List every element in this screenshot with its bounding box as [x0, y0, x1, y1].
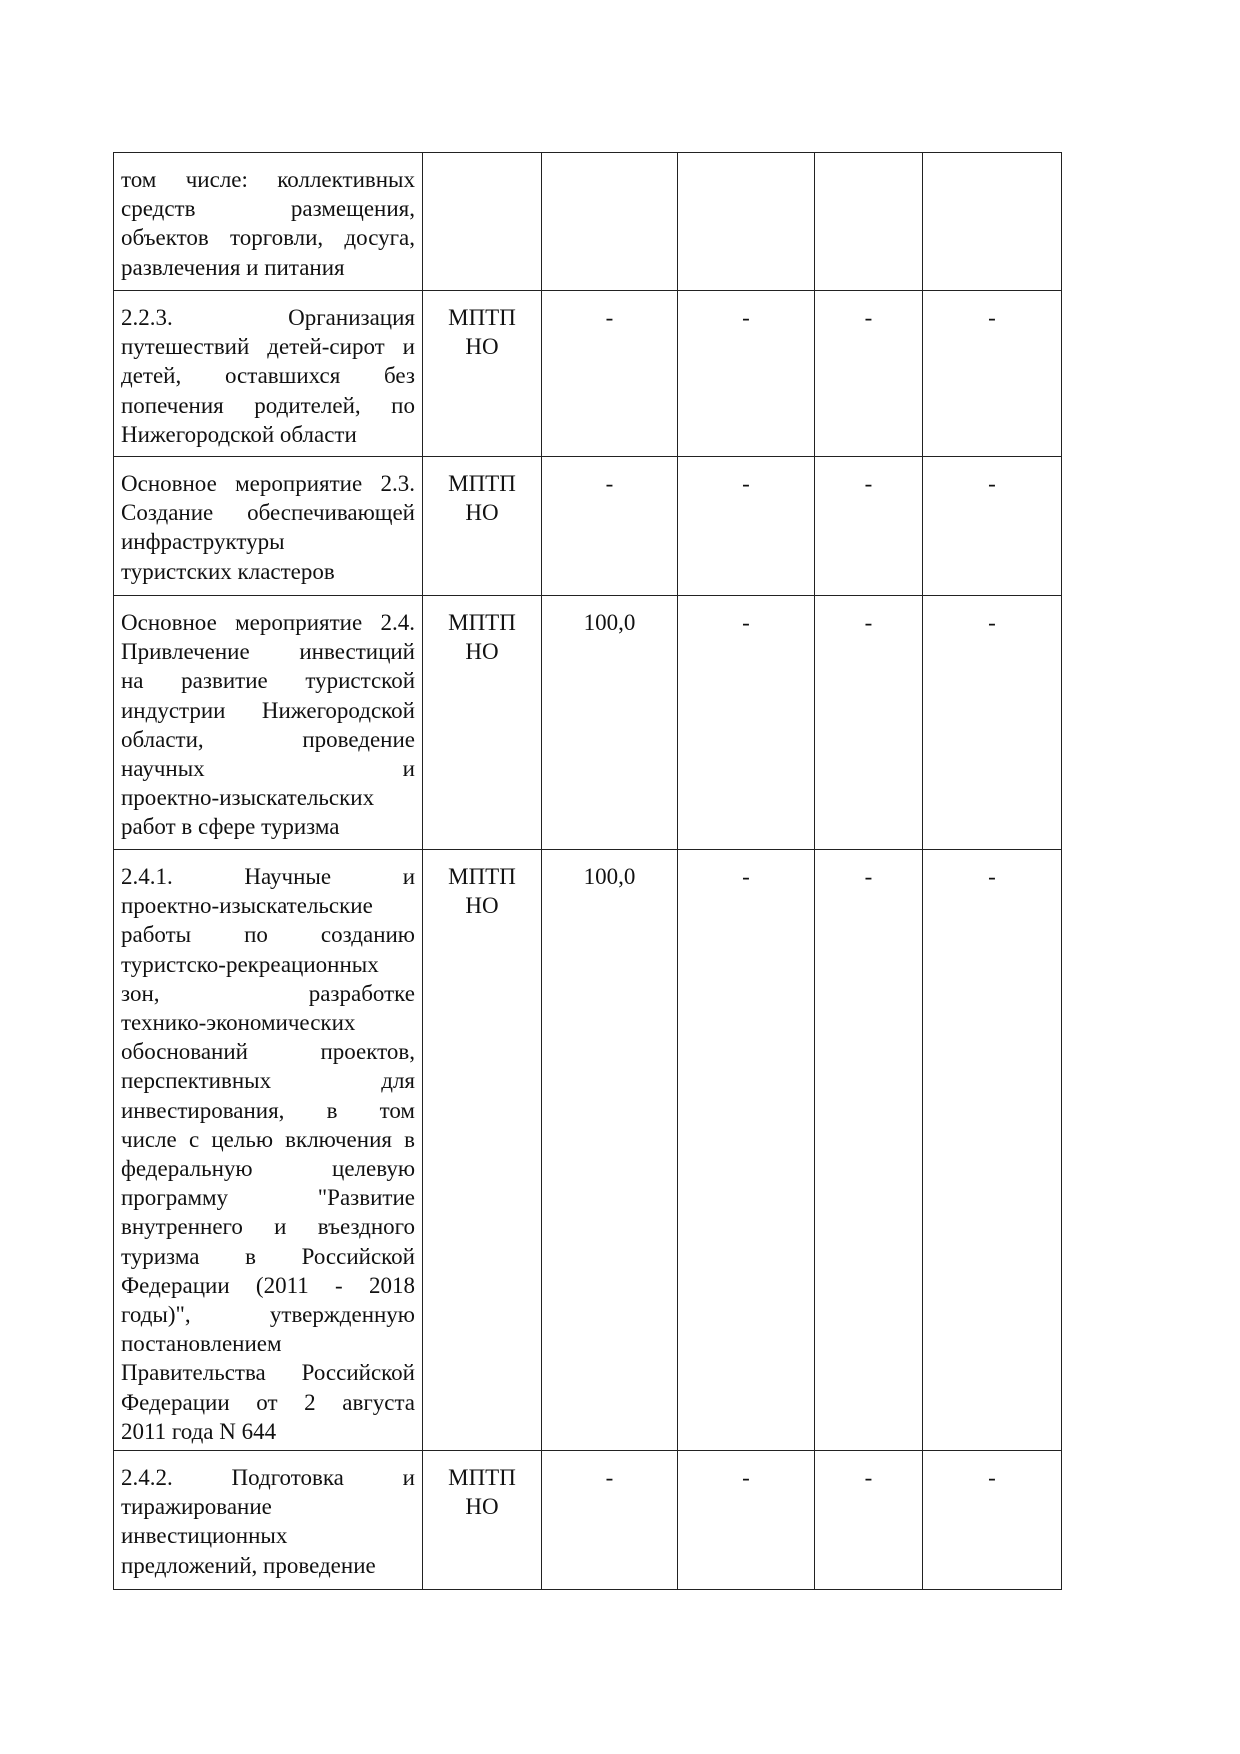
executor-line: НО: [465, 639, 499, 665]
executor-cell: [423, 457, 542, 596]
description-line: проектно-изыскательские: [121, 893, 373, 919]
description-line: обоснований проектов,: [121, 1039, 415, 1065]
activity-description-cell: [114, 153, 423, 291]
executor-line: МПТП: [448, 864, 516, 889]
executor-cell: [423, 291, 542, 457]
executor-line: НО: [465, 334, 499, 360]
funding-value-cell: -: [678, 850, 815, 1451]
description-line: Нижегородской области: [121, 421, 357, 447]
description-line: области, проведение: [121, 726, 415, 752]
table-row: [114, 1451, 1062, 1590]
description-line: предложений, проведение: [121, 1552, 376, 1578]
funding-value-cell: -: [678, 596, 815, 850]
funding-value-cell: -: [923, 850, 1062, 1451]
description-line: на развитие туристской: [121, 668, 415, 694]
description-line: Основное мероприятие 2.4.: [121, 610, 415, 635]
description-line: объектов торговли, досуга,: [121, 225, 415, 251]
description-line: туристских кластеров: [121, 558, 335, 584]
table-row: [114, 153, 1062, 291]
executor-line: НО: [465, 500, 499, 526]
funding-value-cell: -: [542, 291, 678, 457]
description-line: развлечения и питания: [121, 254, 345, 280]
description-line: 2.2.3. Организация: [121, 305, 415, 330]
funding-value-cell: -: [542, 1451, 678, 1590]
funding-value-cell: -: [678, 291, 815, 457]
description-line: 2.4.1. Научные и: [121, 864, 415, 889]
description-line: работ в сфере туризма: [121, 814, 340, 840]
funding-value-cell: -: [923, 291, 1062, 457]
funding-value-cell: -: [815, 596, 923, 850]
funding-value-cell: -: [923, 1451, 1062, 1590]
executor-line: МПТП: [448, 471, 516, 496]
description-line: федеральную целевую: [121, 1156, 415, 1182]
funding-value-cell: [923, 153, 1062, 291]
description-line: работы по созданию: [121, 922, 415, 948]
funding-value-cell: -: [815, 1451, 923, 1590]
description-line: проектно-изыскательских: [121, 785, 375, 811]
executor-line: НО: [465, 1494, 499, 1520]
description-line: туризма в Российской: [121, 1243, 415, 1269]
program-activities-table: [113, 152, 1062, 1590]
activity-description-cell: [114, 457, 423, 596]
activity-description-cell: [114, 850, 423, 1451]
description-line: инвестиционных: [121, 1523, 288, 1549]
funding-value-cell: [542, 153, 678, 291]
description-line: Правительства Российской: [121, 1360, 415, 1386]
description-line: тиражирование: [121, 1494, 272, 1520]
executor-cell: [423, 1451, 542, 1590]
funding-value-cell: -: [815, 850, 923, 1451]
description-line: туристско-рекреационных: [121, 951, 379, 977]
description-line: внутреннего и въездного: [121, 1214, 415, 1240]
funding-value-cell: -: [923, 457, 1062, 596]
description-line: детей, оставшихся без: [121, 363, 415, 389]
description-line: перспективных для: [121, 1068, 415, 1094]
description-line: инфраструктуры: [121, 529, 285, 555]
description-line: Федерации от 2 августа: [121, 1389, 415, 1415]
funding-value-cell: [678, 153, 815, 291]
executor-cell: [423, 153, 542, 291]
funding-value-cell: -: [542, 457, 678, 596]
description-line: попечения родителей, по: [121, 392, 415, 418]
description-line: постановлением: [121, 1331, 282, 1357]
description-line: путешествий детей-сирот и: [121, 334, 415, 360]
activity-description-cell: [114, 291, 423, 457]
description-line: годы)", утвержденную: [121, 1302, 415, 1328]
activity-description-cell: [114, 1451, 423, 1590]
description-line: 2011 года N 644: [121, 1418, 277, 1444]
description-line: Федерации (2011 - 2018: [121, 1272, 415, 1298]
description-line: технико-экономических: [121, 1010, 356, 1036]
description-line: Создание обеспечивающей: [121, 500, 415, 526]
activity-description-cell: [114, 596, 423, 850]
funding-value-cell: -: [815, 457, 923, 596]
executor-cell: [423, 596, 542, 850]
funding-value-cell: -: [923, 596, 1062, 850]
description-line: индустрии Нижегородской: [121, 697, 415, 723]
description-line: программу "Развитие: [121, 1185, 415, 1211]
executor-cell: [423, 850, 542, 1451]
table-row: [114, 291, 1062, 457]
description-line: числе с целью включения в: [121, 1126, 415, 1152]
description-line: научных и: [121, 756, 415, 782]
executor-line: МПТП: [448, 610, 516, 635]
funding-value-cell: 100,0: [542, 596, 678, 850]
table-row: [114, 457, 1062, 596]
description-line: зон, разработке: [121, 980, 415, 1006]
funding-value-cell: -: [815, 291, 923, 457]
description-line: средств размещения,: [121, 196, 415, 222]
funding-value-cell: -: [678, 457, 815, 596]
funding-value-cell: -: [678, 1451, 815, 1590]
table-body: [114, 153, 1062, 1590]
description-line: Привлечение инвестиций: [121, 639, 415, 665]
description-line: том числе: коллективных: [121, 167, 415, 192]
description-line: 2.4.2. Подготовка и: [121, 1465, 415, 1490]
executor-line: МПТП: [448, 305, 516, 330]
executor-line: МПТП: [448, 1465, 516, 1490]
funding-value-cell: [815, 153, 923, 291]
funding-value-cell: 100,0: [542, 850, 678, 1451]
description-line: Основное мероприятие 2.3.: [121, 471, 415, 496]
executor-line: НО: [465, 893, 499, 919]
table-row: [114, 850, 1062, 1451]
table-row: [114, 596, 1062, 850]
description-line: инвестирования, в том: [121, 1097, 415, 1123]
